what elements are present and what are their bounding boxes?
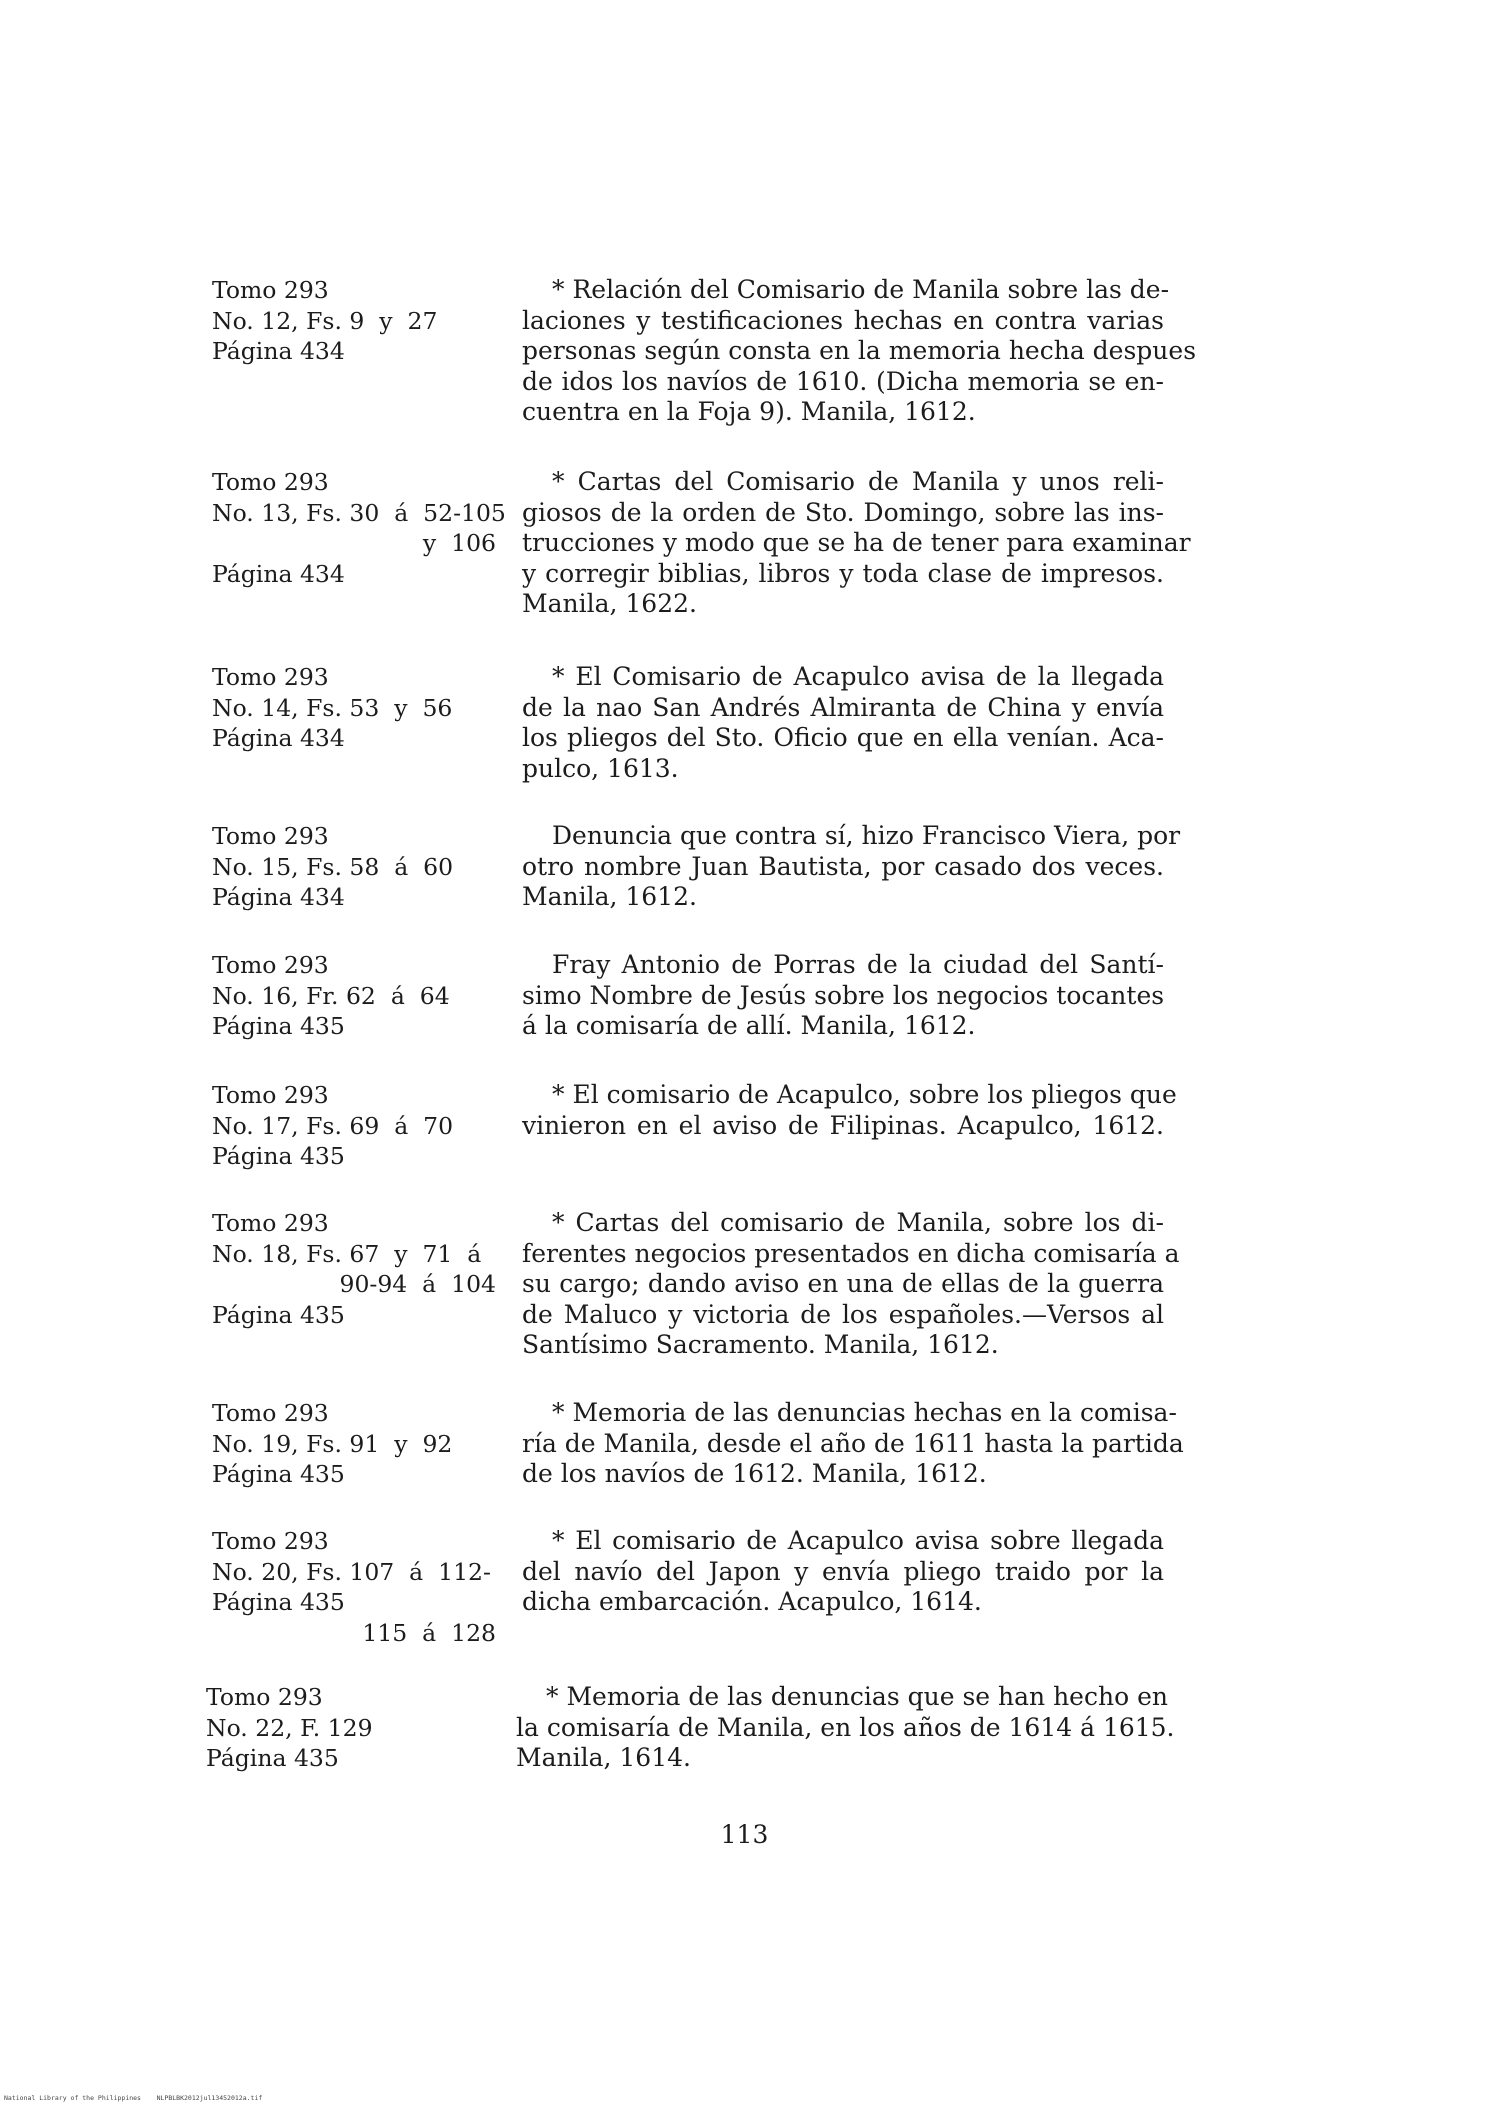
ref-number: No. 17, Fs. 69 á 70: [212, 1111, 454, 1140]
ref-tomo: Tomo 293: [212, 663, 329, 691]
desc-line: simo Nombre de Jesús sobre los negocios tocantes: [522, 980, 1165, 1010]
ref-number: No. 19, Fs. 91 y 92: [212, 1429, 453, 1458]
entry-reference: [212, 1208, 502, 1330]
ref-tomo: Tomo 293: [212, 1527, 329, 1555]
ref-tomo: Tomo 293: [212, 276, 329, 304]
entry-description: [522, 1398, 1184, 1490]
ref-tomo: Tomo 293: [212, 1209, 329, 1237]
desc-line: ferentes negocios presentados en dicha comisaría a: [522, 1238, 1180, 1268]
ref-number-continued: 90-94 á 104: [339, 1270, 496, 1298]
ref-page: Página 435: [212, 1012, 345, 1040]
ref-page: Página 435: [212, 1300, 345, 1329]
ref-number: No. 18, Fs. 67 y 71 á: [212, 1239, 482, 1268]
desc-line: * El Comisario de Acapulco avisa de la llegada: [552, 662, 1164, 691]
ref-page: Página 434: [212, 883, 345, 911]
desc-line: Denuncia que contra sí, hizo Francisco Viera, por: [552, 821, 1181, 850]
desc-line: * Cartas del comisario de Manila, sobre los di-: [552, 1208, 1164, 1237]
desc-line: * Memoria de las denuncias hechas en la comisa-: [552, 1398, 1177, 1427]
entry-reference: [212, 467, 506, 589]
entry-description: [516, 1682, 1175, 1774]
desc-line: de idos los navíos de 1610. (Dicha memoria se en-: [522, 366, 1164, 396]
desc-line: los pliegos del Sto. Oficio que en ella venían. Aca-: [522, 723, 1164, 752]
ref-number: No. 12, Fs. 9 y 27: [212, 306, 438, 335]
desc-line: * Relación del Comisario de Manila sobre las de-: [552, 275, 1170, 304]
desc-line: pulco, 1613.: [522, 753, 679, 783]
entry-description: [522, 1526, 1164, 1618]
entry-reference: [212, 950, 502, 1042]
entry-reference: [212, 662, 502, 754]
ref-number: No. 13, Fs. 30 á 52-105: [212, 498, 506, 527]
desc-line: * El comisario de Acapulco avisa sobre llegada: [552, 1526, 1164, 1555]
desc-line: y corregir biblias, libros y toda clase de impresos.: [522, 558, 1164, 588]
ref-page: Página 435: [212, 1142, 345, 1170]
desc-line: * Cartas del Comisario de Manila y unos reli-: [552, 467, 1164, 496]
page-number: 113: [720, 1820, 769, 1849]
ref-tomo: Tomo 293: [212, 951, 329, 979]
desc-line: * El comisario de Acapulco, sobre los pliegos que: [552, 1080, 1177, 1109]
ref-page: Página 435: [212, 1588, 345, 1616]
ref-number: No. 16, Fr. 62 á 64: [212, 981, 450, 1010]
desc-line: del navío del Japon y envía pliego traido por la: [522, 1556, 1164, 1586]
desc-line: Manila, 1622.: [522, 589, 697, 618]
desc-line: cuentra en la Foja 9). Manila, 1612.: [522, 397, 976, 426]
ref-page: Página 434: [212, 559, 345, 588]
ref-tomo: Tomo 293: [206, 1683, 323, 1711]
entry-description: [522, 275, 1197, 428]
entry-reference: [212, 1526, 502, 1648]
ref-number-continued: y 106: [422, 529, 496, 557]
desc-line: personas según consta en la memoria hecha despues: [522, 336, 1197, 365]
entry-reference: [212, 821, 502, 913]
desc-line: Fray Antonio de Porras de la ciudad del Santí-: [552, 950, 1164, 979]
ref-number: No. 20, Fs. 107 á 112-: [212, 1557, 491, 1586]
ref-tomo: Tomo 293: [212, 1399, 329, 1427]
entry-reference: [212, 1080, 502, 1172]
desc-line: de Maluco y victoria de los españoles.—Versos al: [522, 1299, 1164, 1329]
entry-description: [522, 662, 1164, 784]
ref-number-continued: 115 á 128: [362, 1618, 496, 1647]
ref-tomo: Tomo 293: [212, 468, 329, 496]
entry-reference: [206, 1682, 496, 1774]
desc-line: la comisaría de Manila, en los años de 1614 á 1615.: [516, 1712, 1175, 1742]
desc-line: Manila, 1612.: [522, 882, 697, 911]
entry-description: [522, 1208, 1180, 1361]
ref-tomo: Tomo 293: [212, 1081, 329, 1109]
ref-number: No. 22, F. 129: [206, 1713, 373, 1742]
ref-page: Página 434: [212, 337, 345, 365]
desc-line: de los navíos de 1612. Manila, 1612.: [522, 1459, 987, 1488]
desc-line: dicha embarcación. Acapulco, 1614.: [522, 1587, 982, 1616]
desc-line: vinieron en el aviso de Filipinas. Acapulco, 1612.: [522, 1110, 1164, 1140]
desc-line: á la comisaría de allí. Manila, 1612.: [522, 1011, 976, 1040]
ref-page: Página 435: [212, 1460, 345, 1488]
ref-tomo: Tomo 293: [212, 822, 329, 850]
desc-line: * Memoria de las denuncias que se han hecho en: [546, 1682, 1168, 1711]
desc-line: trucciones y modo que se ha de tener para examinar: [522, 528, 1191, 557]
desc-line: Manila, 1614.: [516, 1743, 691, 1772]
desc-line: giosos de la orden de Sto. Domingo, sobre las ins-: [522, 497, 1164, 527]
desc-line: de la nao San Andrés Almiranta de China y envía: [522, 692, 1164, 722]
ref-page: Página 434: [212, 724, 345, 752]
entry-reference: [212, 275, 502, 367]
entry-description: [522, 1080, 1177, 1141]
entry-description: [522, 950, 1164, 1042]
desc-line: ría de Manila, desde el año de 1611 hasta la partida: [522, 1428, 1184, 1458]
entry-description: [522, 821, 1181, 913]
scan-footer: National Library of the Philippines NLPBLBK2012jul13452012a.tif: [4, 2094, 263, 2102]
entry-description: [522, 467, 1191, 620]
desc-line: laciones y testificaciones hechas en contra varias: [522, 305, 1164, 335]
desc-line: otro nombre Juan Bautista, por casado dos veces.: [522, 851, 1164, 881]
ref-number: No. 15, Fs. 58 á 60: [212, 852, 454, 881]
desc-line: su cargo; dando aviso en una de ellas de la guerra: [522, 1269, 1164, 1298]
desc-line: Santísimo Sacramento. Manila, 1612.: [522, 1330, 999, 1359]
entry-reference: [212, 1398, 502, 1490]
ref-page: Página 435: [206, 1744, 339, 1772]
ref-number: No. 14, Fs. 53 y 56: [212, 693, 453, 722]
